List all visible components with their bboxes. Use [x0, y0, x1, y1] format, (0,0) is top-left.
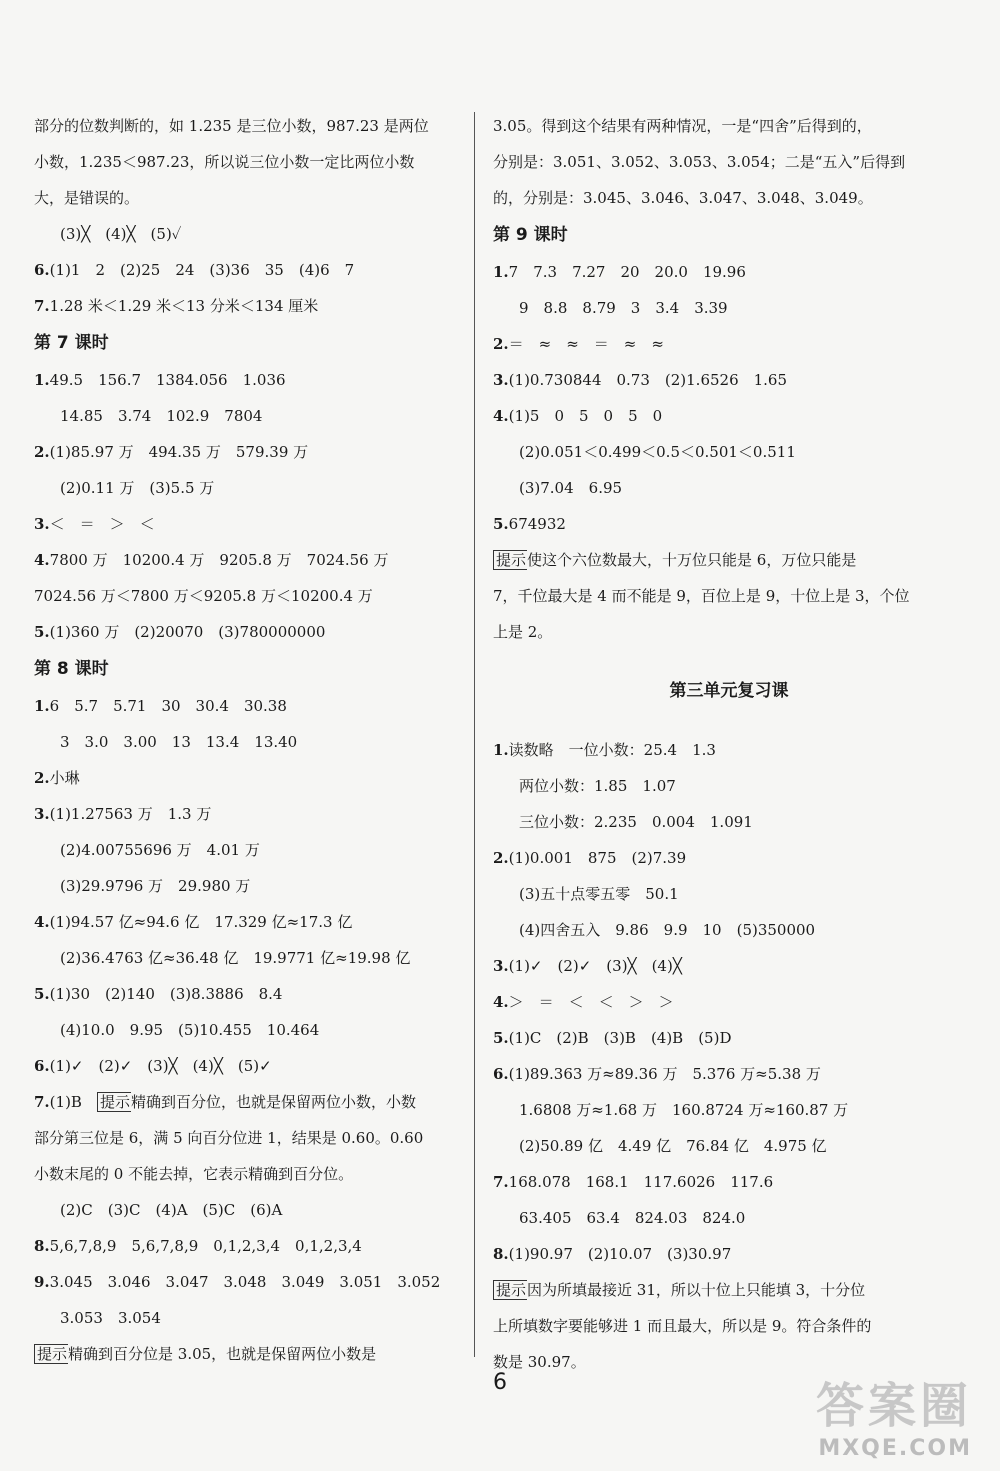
hint-label: 提示 [97, 1092, 131, 1112]
answer-text: 7 7.3 7.27 20 20.0 19.96 [508, 263, 746, 281]
hint-text: 使这个六位数最大，十万位只能是 6，万位只能是 [527, 551, 857, 569]
answer-line [493, 180, 965, 216]
left-column [34, 108, 466, 1372]
answer-text: 3.05。得到这个结果有两种情况，一是“四舍”后得到的， [493, 117, 872, 135]
answer-text: (2)36.4763 亿≈36.48 亿 19.9771 亿≈19.98 亿 [60, 949, 411, 967]
spacer [493, 650, 965, 672]
question-number: 7. [34, 1093, 50, 1111]
answer-text: 小数末尾的 0 不能去掉，它表示精确到百分位。 [34, 1165, 354, 1183]
answer-text: (1)89.363 万≈89.36 万 5.376 万≈5.38 万 [508, 1065, 821, 1083]
section-heading: 第 9 课时 [493, 225, 568, 245]
question-number: 6. [34, 1057, 50, 1075]
watermark-url: MXQE.COM [818, 1436, 972, 1461]
question-number: 1. [493, 741, 509, 759]
answer-text: (3)╳ (4)╳ (5)✓ [60, 225, 182, 243]
answer-text: (1)0.001 875 (2)7.39 [508, 849, 687, 867]
answer-text: (1)30 (2)140 (3)8.3886 8.4 [49, 985, 283, 1003]
answer-line [34, 578, 466, 614]
question-number: 5. [34, 623, 50, 641]
answer-line [34, 398, 466, 434]
answer-text: (4)10.0 9.95 (5)10.455 10.464 [60, 1021, 320, 1039]
answer-line [34, 868, 466, 904]
answer-text: 7024.56 万＜7800 万＜9205.8 万＜10200.4 万 [34, 587, 373, 605]
answer-text: 3.053 3.054 [60, 1309, 161, 1327]
question-number: 6. [493, 1065, 509, 1083]
question-number: 5. [493, 1029, 509, 1047]
question-number: 4. [493, 993, 509, 1011]
answer-text: (2)0.051＜0.499＜0.5＜0.501＜0.511 [519, 443, 796, 461]
question-number: 4. [34, 913, 50, 931]
answer-line [493, 1236, 965, 1272]
answer-text: 三位小数：2.235 0.004 1.091 [519, 813, 753, 831]
answer-line [493, 470, 965, 506]
answer-text: (2)50.89 亿 4.49 亿 76.84 亿 4.975 亿 [519, 1137, 827, 1155]
answer-text: 部分的位数判断的，如 1.235 是三位小数，987.23 是两位 [34, 117, 429, 135]
answer-line [34, 614, 466, 650]
answer-line [34, 362, 466, 398]
answer-line [34, 904, 466, 940]
answer-line [34, 688, 466, 724]
answer-line [493, 912, 965, 948]
answer-text: 674932 [508, 515, 566, 533]
answer-text: (1)94.57 亿≈94.6 亿 17.329 亿≈17.3 亿 [49, 913, 353, 931]
answer-text: (1)0.730844 0.73 (2)1.6526 1.65 [508, 371, 788, 389]
question-number: 1. [34, 697, 50, 715]
answer-line [34, 216, 466, 252]
question-number: 1. [34, 371, 50, 389]
answer-text: 9 8.8 8.79 3 3.4 3.39 [519, 299, 728, 317]
answer-line [493, 1020, 965, 1056]
question-number: 2. [493, 335, 509, 353]
answer-line [493, 506, 965, 542]
answer-line [34, 1156, 466, 1192]
question-number: 8. [34, 1237, 50, 1255]
answer-text: (1)C (2)B (3)B (4)B (5)D [508, 1029, 732, 1047]
answer-text: 小琳 [49, 769, 80, 787]
question-number: 7. [493, 1173, 509, 1191]
answer-line [34, 1228, 466, 1264]
answer-text: ＞ ＝ ＜ ＜ ＞ ＞ [508, 993, 674, 1011]
answer-text: 读数略 一位小数：25.4 1.3 [508, 741, 716, 759]
answer-line [493, 1308, 965, 1344]
answer-text: 6 5.7 5.71 30 30.4 30.38 [49, 697, 287, 715]
answer-line [34, 940, 466, 976]
answer-text: (2)0.11 万 (3)5.5 万 [60, 479, 215, 497]
answer-text: (1)1 2 (2)25 24 (3)36 35 (4)6 7 [49, 261, 355, 279]
answer-line [34, 724, 466, 760]
question-number: 5. [493, 515, 509, 533]
question-number: 9. [34, 1273, 50, 1291]
answer-line [493, 144, 965, 180]
answer-line [493, 1056, 965, 1092]
answer-text: 63.405 63.4 824.03 824.0 [519, 1209, 746, 1227]
watermark-logo: 答案圈 [815, 1378, 972, 1434]
answer-line [34, 252, 466, 288]
question-number: 4. [493, 407, 509, 425]
answer-text: 5,6,7,8,9 5,6,7,8,9 0,1,2,3,4 0,1,2,3,4 [49, 1237, 362, 1255]
answer-line [34, 1336, 466, 1372]
answer-text: 3 3.0 3.00 13 13.4 13.40 [60, 733, 298, 751]
hint-label: 提示 [493, 1280, 527, 1300]
question-number: 2. [493, 849, 509, 867]
section-heading: 第 8 课时 [34, 659, 109, 679]
answer-line [34, 1084, 466, 1120]
watermark [816, 1367, 972, 1461]
answer-line [493, 876, 965, 912]
answer-line [34, 832, 466, 868]
answer-line [34, 976, 466, 1012]
answer-text: (2)4.00755696 万 4.01 万 [60, 841, 260, 859]
answer-text: (3)29.9796 万 29.980 万 [60, 877, 251, 895]
answer-text: 的，分别是：3.045、3.046、3.047、3.048、3.049。 [493, 189, 873, 207]
answer-text: (1)✓ (2)✓ (3)╳ (4)╳ (5)✓ [49, 1057, 272, 1075]
hint-text: 因为所填最接近 31，所以十位上只能填 3，十分位 [527, 1281, 866, 1299]
answer-line [34, 288, 466, 324]
answer-line [493, 614, 965, 650]
answer-text: 数是 30.97。 [493, 1353, 586, 1371]
answer-text: (4)四舍五入 9.86 9.9 10 (5)350000 [519, 921, 816, 939]
hint-text: 精确到百分位是 3.05，也就是保留两位小数是 [68, 1345, 377, 1363]
answer-text: 两位小数：1.85 1.07 [519, 777, 676, 795]
answer-text: 3.045 3.046 3.047 3.048 3.049 3.051 3.052 [49, 1273, 441, 1291]
answer-line [34, 1120, 466, 1156]
answer-text: 分别是：3.051、3.052、3.053、3.054；二是“五入”后得到 [493, 153, 906, 171]
question-number: 8. [493, 1245, 509, 1263]
answer-text: 1.6808 万≈1.68 万 160.8724 万≈160.87 万 [519, 1101, 849, 1119]
answer-line [493, 542, 965, 578]
question-number: 2. [34, 769, 50, 787]
question-number: 4. [34, 551, 50, 569]
answer-line [493, 326, 965, 362]
hint-label: 提示 [493, 550, 527, 570]
answer-line [34, 1264, 466, 1300]
answer-text: 14.85 3.74 102.9 7804 [60, 407, 263, 425]
answer-line [493, 434, 965, 470]
answer-text: (1)85.97 万 494.35 万 579.39 万 [49, 443, 309, 461]
question-number: 3. [493, 957, 509, 975]
answer-line [493, 1128, 965, 1164]
right-column [493, 108, 965, 1380]
question-number: 1. [493, 263, 509, 281]
answer-line [493, 290, 965, 326]
answer-text: ＝ ≈ ≈ ＝ ≈ ≈ [508, 335, 664, 353]
answer-text: (1)1.27563 万 1.3 万 [49, 805, 212, 823]
answer-text: (1)90.97 (2)10.07 (3)30.97 [508, 1245, 732, 1263]
answer-text: (1)B [49, 1093, 97, 1111]
question-number: 7. [34, 297, 50, 315]
answer-text: ＜ ＝ ＞ ＜ [49, 515, 155, 533]
answer-line [34, 796, 466, 832]
answer-line [34, 434, 466, 470]
answer-line [34, 108, 466, 144]
answer-line [34, 470, 466, 506]
question-number: 5. [34, 985, 50, 1003]
answer-line [493, 804, 965, 840]
answer-line [34, 180, 466, 216]
answer-text: 上是 2。 [493, 623, 553, 641]
answer-text: (3)五十点零五零 50.1 [519, 885, 679, 903]
answer-text: 7800 万 10200.4 万 9205.8 万 7024.56 万 [49, 551, 389, 569]
question-number: 6. [34, 261, 50, 279]
hint-text: 精确到百分位，也就是保留两位小数，小数 [130, 1093, 416, 1111]
answer-text: 168.078 168.1 117.6026 117.6 [508, 1173, 774, 1191]
answer-line [493, 1092, 965, 1128]
spacer [493, 710, 965, 732]
column-divider [474, 112, 475, 1357]
answer-line [34, 144, 466, 180]
answer-line [493, 732, 965, 768]
answer-line [493, 948, 965, 984]
answer-text: (1)360 万 (2)20070 (3)780000000 [49, 623, 326, 641]
question-number: 3. [493, 371, 509, 389]
answer-text: 49.5 156.7 1384.056 1.036 [49, 371, 286, 389]
question-number: 3. [34, 805, 50, 823]
answer-text: 部分第三位是 6，满 5 向百分位进 1，结果是 0.60。0.60 [34, 1129, 424, 1147]
answer-line [493, 362, 965, 398]
answer-text: 上所填数字要能够进 1 而且最大，所以是 9。符合条件的 [493, 1317, 872, 1335]
answer-line [493, 984, 965, 1020]
answer-line [34, 1048, 466, 1084]
answer-text: (3)7.04 6.95 [519, 479, 623, 497]
answer-line [493, 108, 965, 144]
page-number: 6 [493, 1370, 507, 1395]
answer-line [493, 840, 965, 876]
answer-text: 大，是错误的。 [34, 189, 140, 207]
answer-text: 7，千位最大是 4 而不能是 9，百位上是 9，十位上是 3，个位 [493, 587, 910, 605]
answer-text: (1)✓ (2)✓ (3)╳ (4)╳ [508, 957, 682, 975]
answer-text: (2)C (3)C (4)A (5)C (6)A [60, 1201, 283, 1219]
answer-text: 1.28 米＜1.29 米＜13 分米＜134 厘米 [49, 297, 319, 315]
answer-line [34, 506, 466, 542]
answer-line [493, 398, 965, 434]
section-heading: 第三单元复习课 [669, 681, 789, 701]
answer-line [493, 1200, 965, 1236]
answer-line [493, 578, 965, 614]
answer-text: (1)5 0 5 0 5 0 [508, 407, 663, 425]
answer-line [34, 1300, 466, 1336]
answer-line [493, 1272, 965, 1308]
answer-line [34, 760, 466, 796]
question-number: 3. [34, 515, 50, 533]
answer-line [34, 542, 466, 578]
answer-line [34, 1192, 466, 1228]
answer-line [34, 1012, 466, 1048]
answer-text: 小数，1.235＜987.23，所以说三位小数一定比两位小数 [34, 153, 415, 171]
answer-line [493, 1164, 965, 1200]
answer-line [493, 254, 965, 290]
answer-line [493, 768, 965, 804]
hint-label: 提示 [34, 1344, 68, 1364]
question-number: 2. [34, 443, 50, 461]
section-heading: 第 7 课时 [34, 333, 109, 353]
